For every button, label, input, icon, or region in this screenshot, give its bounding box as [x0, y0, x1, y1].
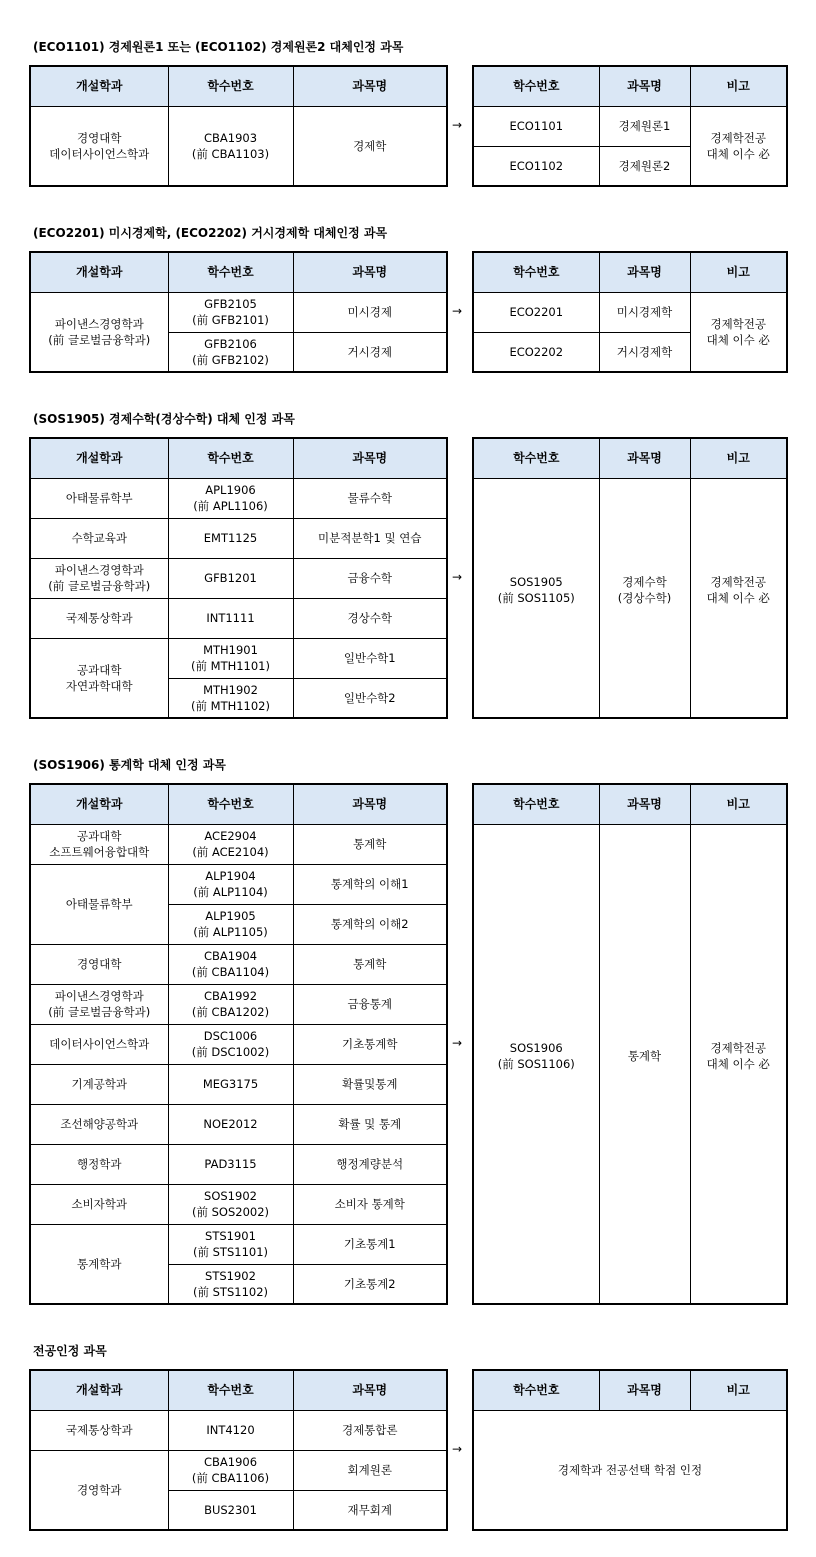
cell-code: CBA1903 (前 CBA1103): [168, 106, 293, 186]
header-name: 과목명: [293, 66, 447, 106]
cell-code: SOS1905 (前 SOS1105): [473, 478, 599, 718]
cell-code: GFB2105 (前 GFB2101): [168, 292, 293, 332]
cell-name: 행정계량분석: [293, 1144, 447, 1184]
header-dept: 개설학과: [30, 784, 168, 824]
cell-code: MTH1902 (前 MTH1102): [168, 678, 293, 718]
cell-code: APL1906 (前 APL1106): [168, 478, 293, 518]
cell-name: 기초통계학: [293, 1024, 447, 1064]
target-course-table-major-credit: [472, 1369, 788, 1531]
cell-dept: 데이터사이언스학과: [30, 1024, 168, 1064]
cell-code: ECO1102: [473, 146, 599, 186]
cell-name: 소비자 통계학: [293, 1184, 447, 1224]
cell-name: 재무회계: [293, 1490, 447, 1530]
cell-code: GFB1201: [168, 558, 293, 598]
header-code: 학수번호: [473, 252, 599, 292]
source-course-table-sos1905: [29, 437, 448, 719]
header-code: 학수번호: [168, 438, 293, 478]
cell-code: INT1111: [168, 598, 293, 638]
cell-name: 미시경제학: [599, 292, 690, 332]
cell-name: 일반수학1: [293, 638, 447, 678]
header-name: 과목명: [599, 66, 690, 106]
cell-code: NOE2012: [168, 1104, 293, 1144]
cell-code: BUS2301: [168, 1490, 293, 1530]
cell-note: 경제학전공 대체 이수 必: [690, 292, 787, 372]
cell-code: EMT1125: [168, 518, 293, 558]
header-name: 과목명: [293, 252, 447, 292]
cell-code: CBA1904 (前 CBA1104): [168, 944, 293, 984]
source-course-table-major-credit: [29, 1369, 448, 1531]
header-name: 과목명: [599, 784, 690, 824]
cell-code: STS1901 (前 STS1101): [168, 1224, 293, 1264]
cell-dept: 경영대학: [30, 944, 168, 984]
cell-dept: 조선해양공학과: [30, 1104, 168, 1144]
cell-name: 통계학의 이해1: [293, 864, 447, 904]
cell-code: INT4120: [168, 1410, 293, 1450]
header-code: 학수번호: [473, 784, 599, 824]
cell-code: CBA1906 (前 CBA1106): [168, 1450, 293, 1490]
cell-name: 미분적분학1 및 연습: [293, 518, 447, 558]
cell-name: 경제원론2: [599, 146, 690, 186]
cell-dept: 경영대학 데이터사이언스학과: [30, 106, 168, 186]
cell-code: MTH1901 (前 MTH1101): [168, 638, 293, 678]
cell-dept: 아태물류학부: [30, 478, 168, 518]
cell-name: 경제원론1: [599, 106, 690, 146]
cell-dept: 통계학과: [30, 1224, 168, 1304]
cell-note: 경제학전공 대체 이수 必: [690, 478, 787, 718]
header-note: 비고: [690, 252, 787, 292]
cell-code: ALP1904 (前 ALP1104): [168, 864, 293, 904]
cell-name: 금융수학: [293, 558, 447, 598]
cell-code: ALP1905 (前 ALP1105): [168, 904, 293, 944]
cell-dept: 아태물류학부: [30, 864, 168, 944]
cell-name: 경제통합론: [293, 1410, 447, 1450]
header-name: 과목명: [293, 1370, 447, 1410]
cell-merged-note: 경제학과 전공선택 학점 인정: [473, 1410, 787, 1530]
cell-dept: 경영학과: [30, 1450, 168, 1530]
cell-name: 경제학: [293, 106, 447, 186]
header-code: 학수번호: [473, 1370, 599, 1410]
arrow-icon: →: [452, 304, 463, 318]
header-dept: 개설학과: [30, 1370, 168, 1410]
cell-note: 경제학전공 대체 이수 必: [690, 824, 787, 1304]
arrow-icon: →: [452, 1442, 463, 1456]
cell-dept: 공과대학 소프트웨어융합대학: [30, 824, 168, 864]
cell-dept: 파이낸스경영학과 (前 글로벌금융학과): [30, 984, 168, 1024]
cell-name: 기초통계1: [293, 1224, 447, 1264]
arrow-icon: →: [452, 570, 463, 584]
cell-code: ECO2201: [473, 292, 599, 332]
cell-code: ECO1101: [473, 106, 599, 146]
header-dept: 개설학과: [30, 66, 168, 106]
cell-name: 확률 및 통계: [293, 1104, 447, 1144]
cell-dept: 소비자학과: [30, 1184, 168, 1224]
header-name: 과목명: [293, 438, 447, 478]
cell-dept: 수학교육과: [30, 518, 168, 558]
cell-name: 물류수학: [293, 478, 447, 518]
cell-name: 통계학: [599, 824, 690, 1304]
cell-note: 경제학전공 대체 이수 必: [690, 106, 787, 186]
header-code: 학수번호: [168, 252, 293, 292]
cell-code: SOS1902 (前 SOS2002): [168, 1184, 293, 1224]
header-note: 비고: [690, 784, 787, 824]
cell-dept: 국제통상학과: [30, 1410, 168, 1450]
arrow-icon: →: [452, 118, 463, 132]
cell-name: 경상수학: [293, 598, 447, 638]
target-course-table-eco1101: [472, 65, 788, 187]
cell-code: MEG3175: [168, 1064, 293, 1104]
header-note: 비고: [690, 1370, 787, 1410]
header-code: 학수번호: [168, 784, 293, 824]
arrow-icon: →: [452, 1036, 463, 1050]
source-course-table-eco1101: [29, 65, 448, 187]
section-title-eco2201: (ECO2201) 미시경제학, (ECO2202) 거시경제학 대체인정 과목: [33, 226, 388, 240]
header-name: 과목명: [599, 438, 690, 478]
header-note: 비고: [690, 438, 787, 478]
header-note: 비고: [690, 66, 787, 106]
header-name: 과목명: [293, 784, 447, 824]
target-course-table-sos1905: [472, 437, 788, 719]
header-dept: 개설학과: [30, 252, 168, 292]
section-title-eco1101: (ECO1101) 경제원론1 또는 (ECO1102) 경제원론2 대체인정 과목: [33, 40, 404, 54]
cell-dept: 파이낸스경영학과 (前 글로벌금융학과): [30, 558, 168, 598]
cell-name: 거시경제: [293, 332, 447, 372]
cell-dept: 공과대학 자연과학대학: [30, 638, 168, 718]
cell-code: SOS1906 (前 SOS1106): [473, 824, 599, 1304]
target-course-table-sos1906: [472, 783, 788, 1305]
cell-code: GFB2106 (前 GFB2102): [168, 332, 293, 372]
section-title-sos1905: (SOS1905) 경제수학(경상수학) 대체 인정 과목: [33, 412, 295, 426]
header-code: 학수번호: [473, 66, 599, 106]
cell-name: 기초통계2: [293, 1264, 447, 1304]
target-course-table-eco2201: [472, 251, 788, 373]
cell-name: 미시경제: [293, 292, 447, 332]
cell-dept: 파이낸스경영학과 (前 글로벌금융학과): [30, 292, 168, 372]
header-dept: 개설학과: [30, 438, 168, 478]
cell-code: ECO2202: [473, 332, 599, 372]
header-code: 학수번호: [168, 66, 293, 106]
cell-code: PAD3115: [168, 1144, 293, 1184]
cell-name: 일반수학2: [293, 678, 447, 718]
header-name: 과목명: [599, 252, 690, 292]
cell-dept: 행정학과: [30, 1144, 168, 1184]
header-name: 과목명: [599, 1370, 690, 1410]
cell-name: 경제수학 (경상수학): [599, 478, 690, 718]
source-course-table-eco2201: [29, 251, 448, 373]
section-title-major-credit: 전공인정 과목: [33, 1344, 107, 1358]
cell-name: 통계학: [293, 944, 447, 984]
cell-dept: 기계공학과: [30, 1064, 168, 1104]
section-title-sos1906: (SOS1906) 통계학 대체 인정 과목: [33, 758, 226, 772]
cell-name: 통계학: [293, 824, 447, 864]
header-code: 학수번호: [168, 1370, 293, 1410]
cell-code: DSC1006 (前 DSC1002): [168, 1024, 293, 1064]
cell-name: 통계학의 이해2: [293, 904, 447, 944]
cell-code: STS1902 (前 STS1102): [168, 1264, 293, 1304]
cell-name: 거시경제학: [599, 332, 690, 372]
cell-code: ACE2904 (前 ACE2104): [168, 824, 293, 864]
cell-name: 금융통계: [293, 984, 447, 1024]
cell-name: 회계원론: [293, 1450, 447, 1490]
cell-name: 확률및통계: [293, 1064, 447, 1104]
source-course-table-sos1906: [29, 783, 448, 1305]
cell-code: CBA1992 (前 CBA1202): [168, 984, 293, 1024]
cell-dept: 국제통상학과: [30, 598, 168, 638]
header-code: 학수번호: [473, 438, 599, 478]
